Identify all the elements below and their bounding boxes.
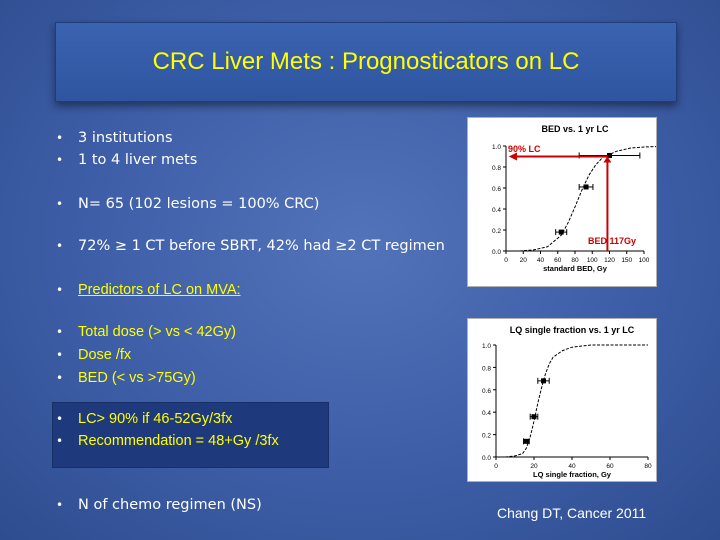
y-tick-label: 0.6 [491,186,501,193]
citation: Chang DT, Cancer 2011 [497,505,647,521]
bullet-chemo [56,496,262,514]
bullet-symbol: • [56,153,64,167]
bullet-text: Dose /fx [78,347,132,363]
bullet-dose-fx [56,346,131,364]
y-tick-label: 0.4 [481,410,491,418]
x-tick-label: 60 [606,463,614,470]
bullet-text: 3 institutions [78,130,173,146]
x-tick-label: 40 [568,463,576,470]
bullet-text: Total dose (> vs < 42Gy) [78,324,236,340]
chart-lq-vs-lc-svg [468,319,656,481]
y-tick-label: 0.2 [491,228,501,235]
data-point [559,230,564,235]
bullet-symbol: • [56,371,64,385]
y-tick-label: 0.6 [481,387,491,395]
x-tick-label: 150 [621,257,633,264]
y-tick-label: 1.0 [481,343,491,350]
x-tick-label: 80 [644,463,652,470]
bullet-text: LC> 90% if 46-52Gy/3fx [78,411,233,427]
x-tick-label: 20 [519,257,527,264]
bullet-bed [56,369,196,387]
bullet-text: Predictors of LC on MVA: [78,282,241,298]
bullet-n-lesions [56,195,319,213]
y-tick-label: 0.2 [481,432,491,440]
bullet-text: N of chemo regimen (NS) [78,497,262,513]
bullet-recommendation [56,432,279,450]
y-tick-label: 1.0 [491,144,501,151]
chart-title: BED vs. 1 yr LC [541,124,609,134]
bullet-symbol: • [56,434,64,448]
bullet-text: BED (< vs >75Gy) [78,370,196,386]
x-tick-label: 0 [504,257,508,264]
bullet-predictors [56,281,241,299]
x-tick-label: 20 [530,463,538,470]
x-axis-label: standard BED, Gy [543,264,607,273]
bullet-symbol: • [56,197,64,211]
x-tick-label: 80 [571,257,579,264]
bullet-institutions [56,129,173,147]
data-point [584,184,589,189]
bullet-symbol: • [56,325,64,339]
bullet-ct [56,237,445,255]
bullet-text: 72% ≥ 1 CT before SBRT, 42% had ≥2 CT regimen [78,238,445,254]
bullet-symbol: • [56,412,64,426]
bullet-symbol: • [56,131,64,145]
bullet-text: 1 to 4 liver mets [78,152,198,168]
bullet-liver-mets [56,151,197,169]
x-tick-label: 0 [494,463,498,470]
x-tick-label: 60 [554,257,562,264]
chart-title: LQ single fraction vs. 1 yr LC [509,325,635,335]
y-tick-label: 0.8 [481,365,491,373]
bullet-symbol: • [56,239,64,253]
y-tick-label: 0.0 [481,455,491,462]
bullet-lc-90 [56,410,232,428]
bullet-symbol: • [56,498,64,512]
fit-curve [496,345,648,457]
bullet-symbol: • [56,348,64,362]
x-axis-label: LQ single fraction, Gy [533,470,611,479]
title-box [55,22,677,102]
annotation-bed-117: BED 117Gy [588,236,637,246]
data-point [524,439,529,444]
y-tick-label: 0.4 [491,207,501,214]
chart-bed-vs-lc-svg [468,118,656,286]
data-point [532,414,537,419]
bullet-symbol: • [56,283,64,297]
y-tick-label: 0.8 [491,165,501,172]
slide-title: CRC Liver Mets : Prognosticators on LC [152,48,580,75]
annotation-90-lc: 90% LC [508,144,541,154]
bullet-text: Recommendation = 48+Gy /3fx [78,433,279,449]
x-tick-label: 120 [604,257,615,264]
x-tick-label: 100 [638,257,650,264]
data-point [541,378,546,383]
x-tick-label: 100 [586,257,598,264]
bullet-total-dose [56,323,236,341]
bullet-text: N= 65 (102 lesions = 100% CRC) [78,196,320,212]
chart-bed-vs-lc [467,117,657,287]
y-tick-label: 0.0 [491,249,501,256]
chart-lq-vs-lc [467,318,657,482]
x-tick-label: 40 [536,257,545,264]
